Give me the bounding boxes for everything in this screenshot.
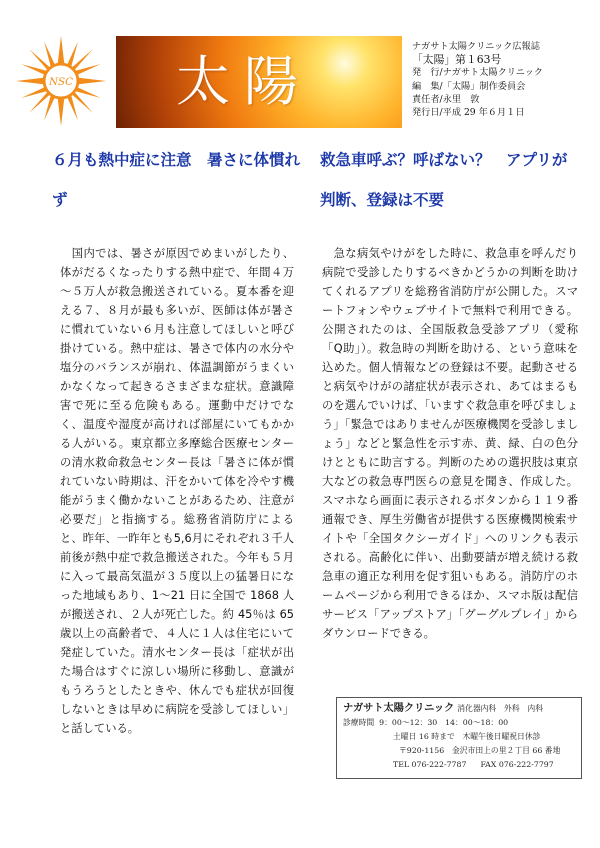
right-article-headline: 救急車呼ぶ？呼ばない？ アプリが判断、登録は不要 (320, 151, 568, 209)
clinic-info-box (336, 697, 582, 779)
editor: 編 集/「太陽」制作委員会 (412, 80, 526, 92)
logo-text: NSC (48, 75, 74, 88)
right-article-body: 急な病気やけがをした時に、救急車を呼んだり病院で受診したりするべきかどうかの判断を助けてくれるアプリを総務省消防庁が公開した。スマートフォンやウェブサイトで無料で利用できる。公開されたのは、全国版救急受診アプリ（愛称「Q助」）。救急時の判断を助ける、という意味を込めた。個人情報などの登録は不要。起動させると病気やけがの諸症状が表示され、あてはまるものを選んでいけば、「いますぐ救急車を呼びましょう」「緊急ではありませんが医療機関を受診しましょう」などと緊急性を示す赤、黄、緑、白の色分けとともに助言する。判断のための選択肢は東京大などの救急専門医らの意見を聞き、作成した。スマホなら画面に表示されるボタンから１１９番通報でき、厚生労働省が提供する医療機関検索サイトや「全国タクシーガイド」へのリンクも表示される。高齢化に伴い、出動要請が増え続ける救急車の適正な利用を促す狙いもある。消防庁のホームページから利用できるほか、スマホ版は配信サービス「アップストア」「グーグルプレイ」からダウンロードできる。 (322, 247, 578, 640)
responsible-person: 責任者/永里 敦 (412, 93, 480, 105)
clinic-tel: TEL 076-222-7787 (393, 760, 467, 769)
clinic-address: 〒920-1156 金沢市田上の里２丁目 66 番地 (399, 746, 561, 755)
clinic-hours: 9：00～12：30 14：00～18：00 (379, 718, 509, 727)
title-banner (116, 36, 402, 128)
clinic-closed-days: 土曜日 16 時まで 木曜午後日曜祝日休診 (393, 732, 541, 741)
clinic-logo-icon (14, 34, 108, 128)
issue-date: 発行日/平成 29 年６月１日 (412, 107, 525, 119)
publication-name: ナガサト太陽クリニック広報誌 (412, 41, 540, 52)
publisher: 発 行/ナガサト太陽クリニック (412, 67, 543, 79)
clinic-fax: FAX 076-222-7797 (480, 760, 554, 769)
issue-number: 「太陽」第１63号 (412, 53, 502, 67)
masthead (412, 40, 594, 119)
left-article-body: 国内では、暑さが原因でめまいがしたり、体がだるくなったりする熱中症で、年間４万～５万人が救急搬送されている。夏本番を迎える７、８月が最も多いが、医師は体が暑さに慣れていない６月も注意してほしいと呼び掛けている。熱中症は、暑さで体内の水分や塩分のバランスが崩れ、体温調節がうまくいかなくなって起きるさまざまな症状。意識障害で死に至る危険もある。運動中だけでなく、温度や湿度が高ければ部屋にいてもかかる人がいる。東京都立多摩総合医療センターの清水救命救急センター長は「暑さに体が慣れていない時期は、汗をかいて体を冷やす機能がうまく働かないことがあるため、注意が必要だ」と指摘する。総務省消防庁によると、昨年、一昨年とも5,6月にそれぞれ３千人前後が熱中症で救急搬送された。今年も５月に入って最高気温が３５度以上の猛暑日になった地域もあり、1～21 日に全国で 1868 人が搬送され、２人が死亡した。約 45％は 65 歳以上の高齢者で、４人に１人は住宅にいて発症していた。清水センター長は「症状が出た場合はすぐに涼しい場所に移動し、意識がもうろうとしたときや、休んでも症状が回復しないときは早めに病院を受診してほしい」と話している。 (60, 247, 294, 735)
clinic-name: ナガサト太陽クリニック (343, 703, 455, 714)
newsletter-title: 太陽 (176, 50, 312, 113)
clinic-departments: 消化器内科 外科 内科 (457, 704, 544, 713)
hours-label: 診療時間 (343, 718, 375, 727)
left-article-headline: ６月も熱中症に注意 暑さに体慣れず (52, 151, 301, 209)
